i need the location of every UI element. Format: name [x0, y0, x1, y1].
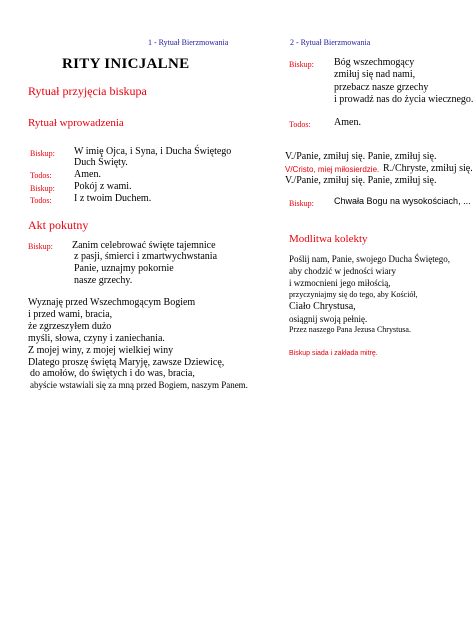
response-line: Amen.: [334, 117, 361, 128]
invitation-line: Panie, uznajmy pokornie: [74, 263, 174, 274]
dialog-line: Duch Święty.: [74, 157, 128, 168]
kyrie-line: V./Panie, zmiłuj się. Panie, zmiłuj się.: [285, 151, 437, 162]
section-heading-penitential-act: Akt pokutny: [28, 218, 89, 232]
speaker-label: Todos:: [30, 196, 52, 205]
invitation-line: Zanim celebrować święte tajemnice: [72, 240, 216, 251]
confiteor-line: myśli, słowa, czyny i zaniechania.: [28, 333, 165, 344]
left-page-header: 1 - Rytuał Bierzmowania: [148, 38, 229, 47]
collect-line: Ciało Chrystusa,: [289, 301, 356, 312]
confiteor-line: do amołów, do świętych i do was, bracia,: [30, 368, 195, 379]
dialog-line: Amen.: [74, 169, 101, 180]
absolution-line: przebacz nasze grzechy: [334, 82, 429, 93]
speaker-label: Todos:: [289, 120, 311, 129]
kyrie-line-red: V/Cristo, miej miłosierdzie.: [285, 165, 380, 174]
right-page-header: 2 - Rytuał Bierzmowania: [290, 38, 371, 47]
confiteor-line: Wyznaję przed Wszechmogącym Bogiem: [28, 297, 196, 308]
speaker-label: Biskup:: [289, 199, 314, 208]
speaker-label: Biskup:: [30, 149, 55, 158]
section-heading-bishop-reception: Rytuał przyjęcia biskupa: [28, 84, 147, 98]
dialog-line: W imię Ojca, i Syna, i Ducha Świętego: [74, 146, 232, 157]
right-page: [237, 0, 474, 632]
rubric: Biskup siada i zakłada mitrę.: [289, 350, 378, 357]
speaker-label: Biskup:: [28, 242, 53, 251]
absolution-line: Bóg wszechmogący: [334, 57, 415, 68]
confiteor-line: abyście wstawiali się za mną przed Bogiem, naszym Panem.: [30, 380, 248, 390]
collect-line: i wzmocnieni jego miłością,: [289, 278, 391, 288]
collect-line: aby chodzić w jedności wiary: [289, 266, 396, 276]
absolution-line: zmiłuj się nad nami,: [334, 69, 416, 80]
section-heading-introductory-rite: Rytuał wprowadzenia: [28, 117, 124, 129]
confiteor-line: Z mojej winy, z mojej wielkiej winy: [28, 345, 174, 356]
speaker-label: Biskup:: [30, 184, 55, 193]
confiteor-line: że zgrzeszyłem dużo: [28, 321, 112, 332]
collect-line: Poślij nam, Panie, swojego Ducha Świętego,: [289, 254, 450, 264]
absolution-line: i prowadź nas do życia wiecznego.: [334, 94, 474, 105]
kyrie-line: V./Panie, zmiłuj się. Panie, zmiłuj się.: [285, 175, 437, 186]
collect-line: osiągnij swoją pełnię.: [289, 314, 368, 324]
confiteor-line: i przed wami, bracia,: [28, 309, 113, 320]
kyrie-line-response: R./Chryste, zmiłuj się.: [383, 163, 473, 174]
dialog-line: I z twoim Duchem.: [74, 193, 152, 204]
invitation-line: nasze grzechy.: [74, 275, 133, 286]
dialog-line: Pokój z wami.: [74, 181, 132, 192]
confiteor-line: Dlatego proszę świętą Maryję, zawsze Dziewicę,: [28, 357, 225, 368]
page-title: RITY INICJALNE: [62, 56, 190, 72]
gloria-line: Chwała Bogu na wysokościach, ...: [334, 196, 471, 206]
collect-line: Przez naszego Pana Jezusa Chrystusa.: [289, 325, 411, 334]
invitation-line: z pasji, śmierci i zmartwychwstania: [74, 251, 218, 262]
speaker-label: Todos:: [30, 171, 52, 180]
collect-line: przyczyniajmy się do tego, aby Kościół,: [289, 290, 418, 299]
section-heading-collect: Modlitwa kolekty: [289, 233, 368, 245]
speaker-label: Biskup:: [289, 60, 314, 69]
